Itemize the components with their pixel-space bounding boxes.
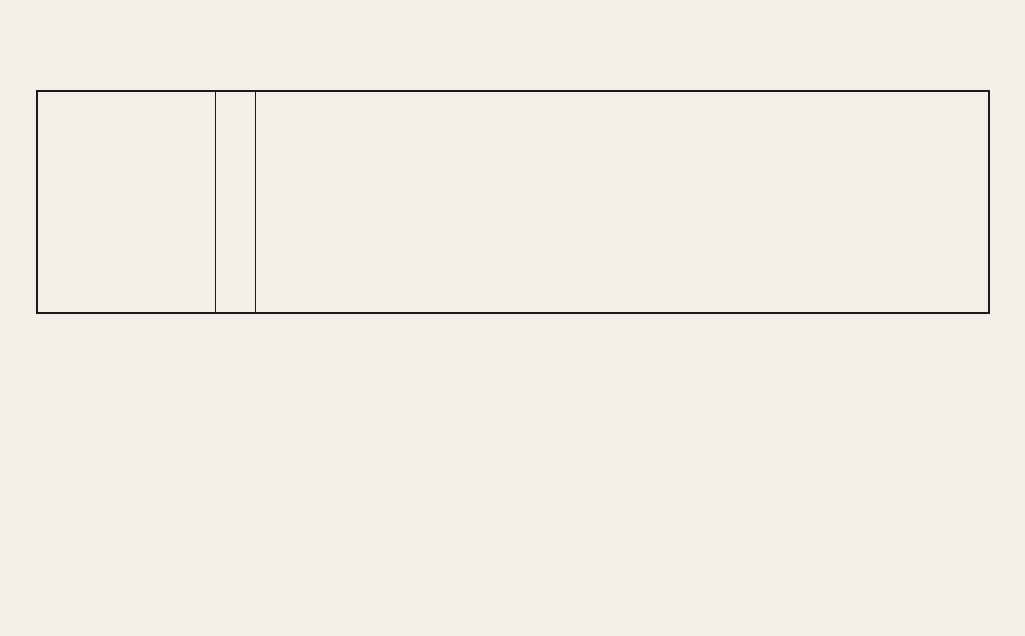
total-cases-header xyxy=(215,91,255,313)
total-deaths-header xyxy=(255,91,287,313)
subdistricts-header xyxy=(37,91,215,313)
sickness-table xyxy=(36,90,990,590)
